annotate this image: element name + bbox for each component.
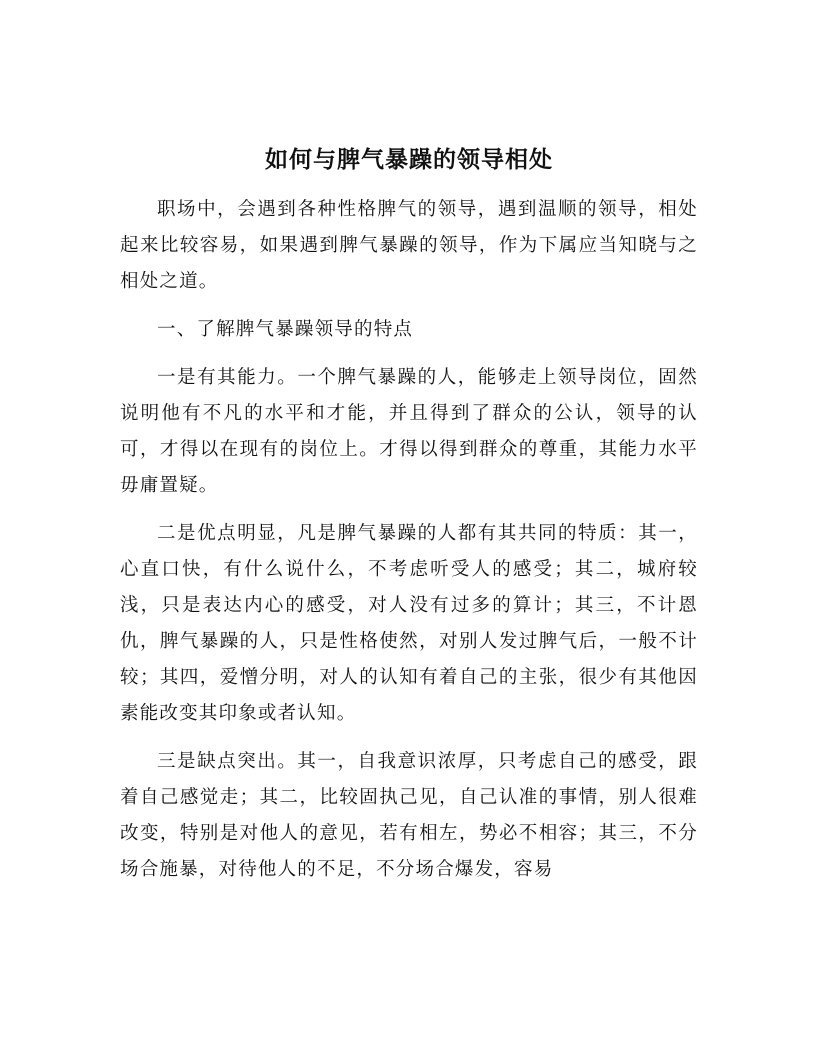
document-title: 如何与脾气暴躁的领导相处 [265, 147, 553, 173]
paragraph-weaknesses: 三是缺点突出。其一，自我意识浓厚，只考虑自己的感受，跟着自己感觉走；其二，比较固执己见，自己认准的事情，别人很难改变，特别是对他人的意见，若有相左，势必不相容；其三，不分场合施暴，对待他人的不足，不分场合爆发，容易 [120, 751, 698, 880]
section-heading: 一、了解脾气暴躁领导的特点 [157, 319, 414, 340]
paragraph-ability: 一是有其能力。一个脾气暴躁的人，能够走上领导岗位，固然说明他有不凡的水平和才能，并且得到了群众的公认，领导的认可，才得以在现有的岗位上。才得以得到群众的尊重，其能力水平毋庸置疑。 [120, 367, 698, 496]
intro-paragraph: 职场中，会遇到各种性格脾气的领导，遇到温顺的领导，相处起来比较容易，如果遇到脾气暴躁的领导，作为下属应当知晓与之相处之道。 [120, 199, 698, 292]
paragraph-strengths: 二是优点明显，凡是脾气暴躁的人都有其共同的特质：其一，心直口快，有什么说什么，不考虑听受人的感受；其二，城府较浅，只是表达内心的感受，对人没有过多的算计；其三，不计恩仇，脾气暴躁的人，只是性格使然，对别人发过脾气后，一般不计较；其四，爱憎分明，对人的认知有着自己的主张，很少有其他因素能改变其印象或者认知。 [120, 523, 698, 724]
document-body [120, 140, 698, 900]
